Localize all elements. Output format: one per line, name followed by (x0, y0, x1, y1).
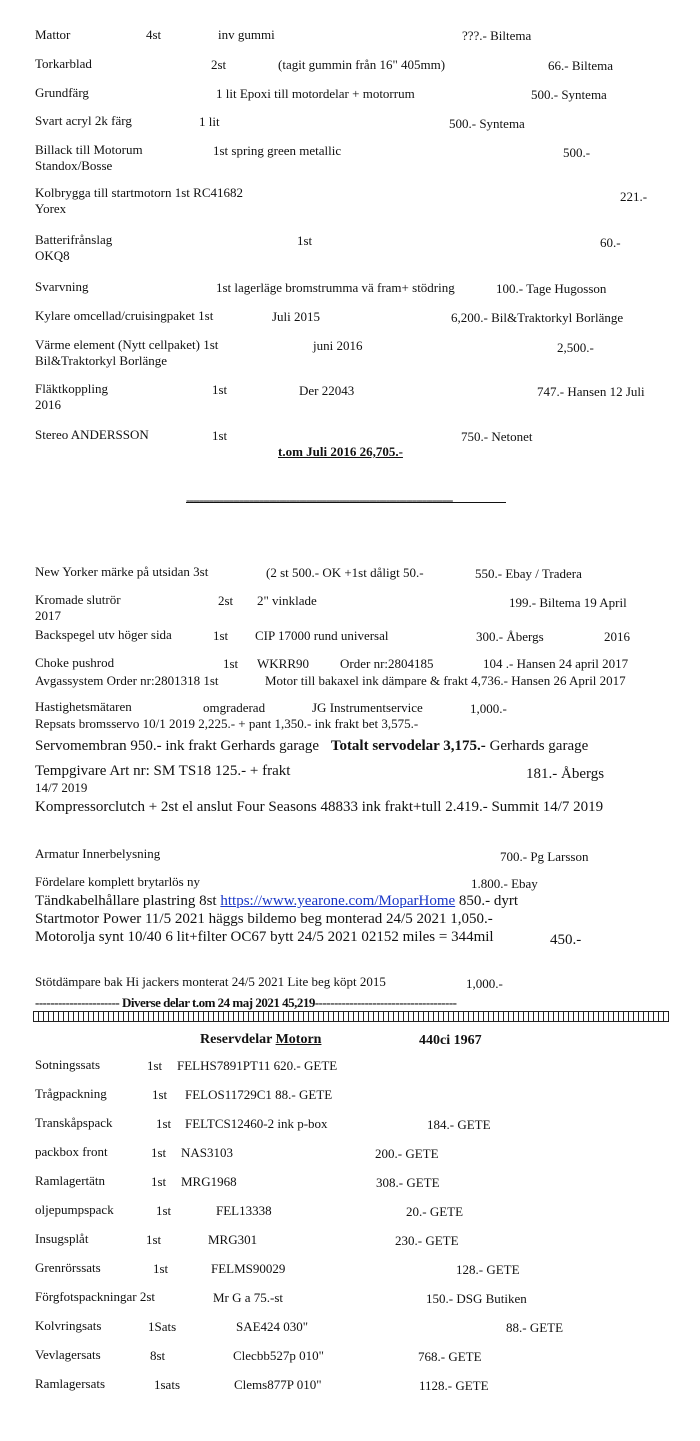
entry-cell: 1st (213, 628, 229, 643)
entry-cell: Motor till bakaxel ink dämpare & frakt 4,736.- Hansen 26 April 2017 (265, 673, 626, 688)
entry-cell: SAE424 030" (236, 1319, 309, 1334)
entry-cell: 550.- Ebay / Tradera (475, 566, 582, 581)
entry-cell: Trågpackning (35, 1086, 107, 1101)
entry-cell: Grenrörssats (35, 1260, 101, 1275)
entry-cell: 1st (146, 1232, 162, 1247)
entry-cell: Ramlagertätn (35, 1173, 106, 1188)
heading-motor: Motorn (275, 1032, 322, 1047)
entry-cell: 747.- Hansen 12 Juli (537, 384, 645, 399)
entry-cell: Ramlagersats (35, 1376, 106, 1391)
entry-cell: Värme element (Nytt cellpaket) 1st (35, 337, 219, 352)
entry-cell: inv gummi (218, 27, 275, 42)
box-strip-divider (33, 1011, 669, 1022)
entry-cell: Hastighetsmätaren (35, 699, 132, 714)
entry-cell: Svart acryl 2k färg (35, 113, 132, 128)
entry-cell: 1128.- GETE (419, 1378, 489, 1393)
entry-cell: 1st (151, 1145, 167, 1160)
entry-cell: 2017 (35, 608, 61, 623)
entry-cell: 500.- Syntema (449, 116, 525, 131)
entry-cell: 450.- (550, 932, 582, 948)
engine-model: 440ci 1967 (419, 1033, 482, 1048)
entry-cell: 300.- Åbergs (476, 629, 544, 644)
entry-cell: 8st (150, 1348, 166, 1363)
entry-cell: 1 lit (199, 114, 220, 129)
entry-cell: Clecbb527p 010" (233, 1348, 324, 1363)
entry-cell: 768.- GETE (418, 1349, 482, 1364)
entry-cell: Kolvringsats (35, 1318, 102, 1333)
entry-cell: 230.- GETE (395, 1233, 459, 1248)
entry-cell: Repsats bromsservo 10/1 2019 2,225.- + pant 1,350.- ink frakt bet 3,575.- (35, 716, 419, 731)
entry-cell: Billack till Motorum (35, 142, 143, 157)
servo-membrane-text: Servomembran 950.- ink frakt Gerhards garage (35, 738, 320, 754)
entry-cell: 6,200.- Bil&Traktorkyl Borlänge (451, 310, 624, 325)
entry-cell: 2016 (35, 397, 61, 412)
entry-cell: CIP 17000 rund universal (255, 628, 389, 643)
entry-cell: Kromade slutrör (35, 592, 121, 607)
entry-cell: Kylare omcellad/cruisingpaket 1st (35, 308, 214, 323)
entry-cell: 60.- (600, 235, 621, 250)
entry-cell: Stötdämpare bak Hi jackers monterat 24/5 2021 Lite beg köpt 2015 (35, 974, 386, 989)
entry-cell: Insugsplåt (35, 1231, 89, 1246)
entry-cell: Yorex (35, 201, 67, 216)
entry-cell: 1st (147, 1058, 163, 1073)
entry-cell: 2st (211, 57, 227, 72)
entry-cell: 308.- GETE (376, 1175, 440, 1190)
entry-cell: Förgfotspackningar 2st (35, 1289, 155, 1304)
entry-cell: ???.- Biltema (462, 28, 532, 43)
entry-cell: 104 .- Hansen 24 april 2017 (483, 656, 629, 671)
entry-cell: 20.- GETE (406, 1204, 464, 1219)
entry-cell: FELTCS12460-2 ink p-box (185, 1116, 328, 1131)
entry-cell: 500.- (563, 145, 591, 160)
entry-cell: Svarvning (35, 279, 89, 294)
entry-cell: 221.- (620, 189, 648, 204)
entry-cell: Kompressorclutch + 2st el anslut Four Seasons 48833 ink frakt+tull 2.419.- Summit 14/7 2019 (35, 799, 604, 815)
entry-cell: 1st lagerläge bromstrumma vä fram+ stödring (216, 280, 455, 295)
entry-cell: Tempgivare Art nr: SM TS18 125.- + frakt (35, 763, 291, 779)
entry-cell: Kolbrygga till startmotorn 1st RC41682 (35, 185, 243, 200)
entry-cell: 1Sats (148, 1319, 177, 1334)
entry-cell: Standox/Bosse (35, 158, 113, 173)
ignition-wire-holder-row (35, 892, 518, 910)
entry-cell: FELHS7891PT11 620.- GETE (177, 1058, 338, 1073)
entry-cell: juni 2016 (313, 338, 363, 353)
entry-cell: Avgassystem Order nr:2801318 1st (35, 673, 219, 688)
entry-cell: Sotningssats (35, 1057, 101, 1072)
entry-cell: oljepumpspack (35, 1202, 114, 1217)
entry-cell: 4st (146, 27, 162, 42)
entry-cell: 14/7 2019 (35, 780, 88, 795)
entry-cell: (2 st 500.- OK +1st dåligt 50.- (266, 565, 424, 580)
entry-cell: Clems877P 010" (234, 1377, 322, 1392)
servo-total: Totalt servodelar 3,175.- (330, 738, 486, 754)
ignition-wire-holder-price: 850.- dyrt (455, 893, 519, 909)
entry-cell: OKQ8 (35, 248, 70, 263)
entry-cell: 1sats (154, 1377, 180, 1392)
entry-cell: 128.- GETE (456, 1262, 520, 1277)
entry-cell: FEL13338 (216, 1203, 272, 1218)
servo-membrane-row (35, 737, 588, 755)
entry-cell: Mr G a 75.-st (213, 1290, 284, 1305)
entry-cell: 1st (212, 382, 228, 397)
entry-cell: Order nr:2804185 (340, 656, 434, 671)
entry-cell: 500.- Syntema (531, 87, 607, 102)
entry-cell: 2" vinklade (257, 593, 317, 608)
entry-cell: 1.800.- Ebay (471, 876, 538, 891)
total-july-2016: t.om Juli 2016 26,705.- (278, 444, 403, 459)
divider-underline (186, 502, 506, 503)
entry-cell: 1st (297, 233, 313, 248)
entry-cell: 1st (152, 1087, 168, 1102)
entry-cell: Fläktkoppling (35, 381, 108, 396)
entry-cell: 184.- GETE (427, 1117, 491, 1132)
entry-cell: FELOS11729C1 88.- GETE (185, 1087, 333, 1102)
entry-cell: 200.- GETE (375, 1146, 439, 1161)
entry-cell: MRG1968 (181, 1174, 237, 1189)
yearone-link[interactable]: https://www.yearone.com/MoparHome (220, 893, 456, 909)
entry-cell: 1st (212, 428, 228, 443)
entry-cell: (tagit gummin från 16" 405mm) (278, 57, 446, 72)
entry-cell: Startmotor Power 11/5 2021 häggs bildemo beg monterad 24/5 2021 1,050.- (35, 911, 493, 927)
entry-cell: 199.- Biltema 19 April (509, 595, 627, 610)
servo-total-supplier: Gerhards garage (489, 738, 589, 754)
entry-cell: NAS3103 (181, 1145, 234, 1160)
entry-cell: 66.- Biltema (548, 58, 613, 73)
entry-cell: 150.- DSG Butiken (426, 1291, 527, 1306)
entry-cell: Vevlagersats (35, 1347, 101, 1362)
engine-spare-parts-heading (200, 1031, 321, 1048)
entry-cell: Armatur Innerbelysning (35, 846, 161, 861)
entry-cell: Stereo ANDERSSON (35, 427, 149, 442)
entry-cell: 1st (156, 1116, 172, 1131)
entry-cell: 1st (223, 656, 239, 671)
entry-cell: New Yorker märke på utsidan 3st (35, 564, 209, 579)
entry-cell: Juli 2015 (272, 309, 321, 324)
entry-cell: Fördelare komplett brytarlös ny (35, 874, 200, 889)
entry-cell: 181.- Åbergs (526, 766, 605, 782)
entry-cell: WKRR90 (257, 656, 309, 671)
entry-cell: 700.- Pg Larsson (500, 849, 589, 864)
entry-cell: JG Instrumentservice (312, 700, 423, 715)
entry-cell: 2,500.- (557, 340, 594, 355)
entry-cell: 1st (151, 1174, 167, 1189)
entry-cell: Backspegel utv höger sida (35, 627, 172, 642)
summary-total-may-2021: ---------------------- Diverse delar t.om 24 maj 2021 45,219------------------------------------- (35, 995, 457, 1010)
entry-cell: 1st (153, 1261, 169, 1276)
entry-cell: Batterifrånslag (35, 232, 113, 247)
entry-cell: 1st spring green metallic (213, 143, 342, 158)
entry-cell: Choke pushrod (35, 655, 115, 670)
entry-cell: Motorolja synt 10/40 6 lit+filter OC67 bytt 24/5 2021 02152 miles = 344mil (35, 929, 494, 945)
entry-cell: 1,000.- (466, 976, 503, 991)
heading-text: Reservdelar (200, 1032, 276, 1047)
entry-cell: 100.- Tage Hugosson (496, 281, 607, 296)
entry-cell: MRG301 (208, 1232, 258, 1247)
entry-cell: Der 22043 (299, 383, 355, 398)
entry-cell: 750.- Netonet (461, 429, 533, 444)
entry-cell: 2st (218, 593, 234, 608)
entry-cell: FELMS90029 (211, 1261, 286, 1276)
entry-cell: Torkarblad (35, 56, 92, 71)
entry-cell: 2016 (604, 629, 630, 644)
entry-cell: Grundfärg (35, 85, 89, 100)
entry-cell: Transkåpspack (35, 1115, 113, 1130)
entry-cell: Mattor (35, 27, 71, 42)
entry-cell: Bil&Traktorkyl Borlänge (35, 353, 168, 368)
entry-cell: 1st (156, 1203, 172, 1218)
entry-cell: omgraderad (203, 700, 266, 715)
entry-cell: 1 lit Epoxi till motordelar + motorrum (216, 86, 415, 101)
divider-line: -------------------------------------------------------------------------------- (186, 492, 453, 507)
entry-cell: packbox front (35, 1144, 108, 1159)
entry-cell: 1,000.- (470, 701, 507, 716)
entry-cell: 88.- GETE (506, 1320, 564, 1335)
ignition-wire-holder-text: Tändkabelhållare plastring 8st (35, 893, 221, 909)
